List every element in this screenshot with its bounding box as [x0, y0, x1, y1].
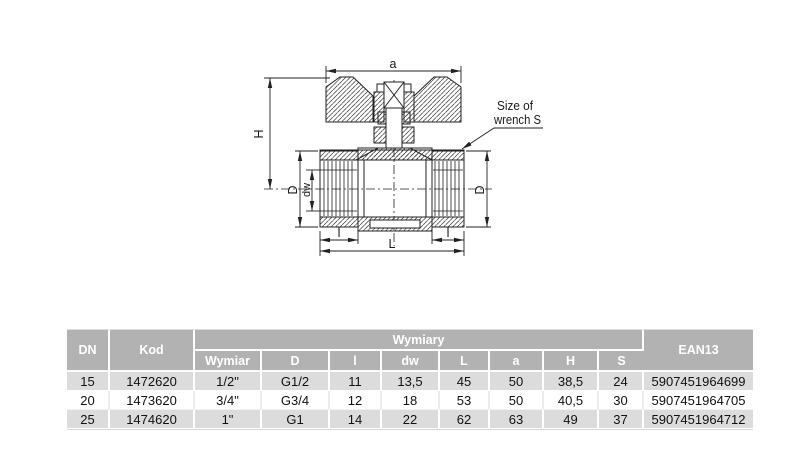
col-header-kod: Kod: [110, 330, 195, 372]
table-cell: 13,5: [382, 372, 440, 391]
wrench-callout-line1: Size of: [497, 99, 534, 113]
col-header-ean13: EAN13: [644, 330, 753, 372]
spec-table-body: [67, 372, 753, 429]
wrench-callout-line2: wrench S: [493, 113, 541, 127]
table-cell: 37: [599, 410, 644, 429]
col-header-d: D: [262, 351, 330, 372]
col-header-l: l: [330, 351, 382, 372]
table-cell: 49: [544, 410, 599, 429]
table-cell: 1": [195, 410, 262, 429]
table-cell: G3/4: [262, 391, 330, 410]
handle-right-wing: [414, 77, 461, 122]
table-cell: 25: [67, 410, 110, 429]
dim-label-l-right: l: [446, 226, 450, 240]
table-cell: 38,5: [544, 372, 599, 391]
dim-label-l-left: l: [337, 226, 341, 240]
handle-left-wing: [326, 77, 373, 122]
table-cell: 50: [490, 391, 544, 410]
left-thread-lines: [321, 161, 357, 216]
table-cell: 15: [67, 372, 110, 391]
table-cell: G1: [262, 410, 330, 429]
col-header-L: L: [440, 351, 490, 372]
table-cell: 5907451964699: [644, 372, 753, 391]
col-header-dw: dw: [382, 351, 440, 372]
seat-insert: [370, 220, 420, 228]
table-cell: 1473620: [110, 391, 195, 410]
table-cell: 14: [330, 410, 382, 429]
col-header-wymiary: Wymiary: [195, 330, 644, 351]
table-cell: 20: [67, 391, 110, 410]
dim-label-D-left: D: [286, 185, 300, 195]
table-row: [67, 391, 753, 410]
table-cell: 24: [599, 372, 644, 391]
table-cell: 62: [440, 410, 490, 429]
table-cell: 18: [382, 391, 440, 410]
table-cell: 53: [440, 391, 490, 410]
table-cell: 63: [490, 410, 544, 429]
col-header-a: a: [490, 351, 544, 372]
table-cell: 50: [490, 372, 544, 391]
right-thread-lines: [433, 161, 463, 216]
dim-label-D-right: D: [473, 185, 487, 195]
table-cell: 1472620: [110, 372, 195, 391]
table-cell: 12: [330, 391, 382, 410]
col-header-s: S: [599, 351, 644, 372]
table-cell: 5907451964712: [644, 410, 753, 429]
table-cell: 11: [330, 372, 382, 391]
col-header-wymiar: Wymiar: [195, 351, 262, 372]
spec-table: [67, 329, 753, 430]
table-cell: 30: [599, 391, 644, 410]
col-header-dn: DN: [67, 330, 110, 372]
table-cell: 22: [382, 410, 440, 429]
table-row: [67, 410, 753, 429]
table-cell: G1/2: [262, 372, 330, 391]
table-cell: 1/2": [195, 372, 262, 391]
table-row: [67, 372, 753, 391]
table-cell: 5907451964705: [644, 391, 753, 410]
dim-label-a: a: [389, 57, 397, 71]
body-group: [320, 148, 464, 231]
table-cell: 40,5: [544, 391, 599, 410]
table-cell: 45: [440, 372, 490, 391]
dim-label-dw: dw: [301, 182, 313, 198]
wrench-callout: [462, 99, 543, 149]
table-cell: 3/4": [195, 391, 262, 410]
table-cell: 1474620: [110, 410, 195, 429]
dim-label-L: L: [388, 237, 396, 251]
dim-label-H: H: [252, 129, 266, 139]
col-header-h: H: [544, 351, 599, 372]
